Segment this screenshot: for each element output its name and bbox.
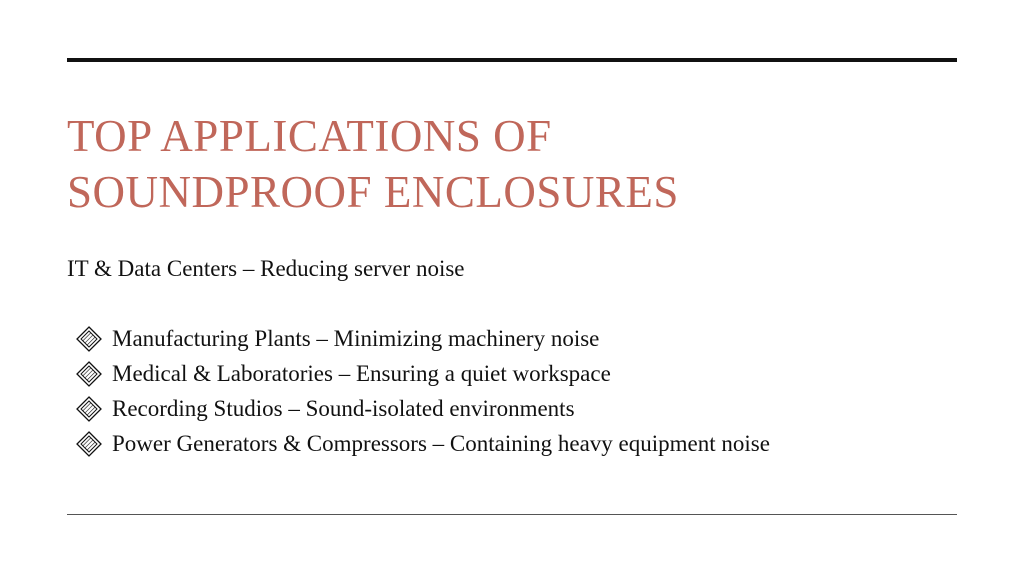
diamond-bullet-icon (76, 326, 102, 352)
bullet-text: Manufacturing Plants – Minimizing machinery noise (112, 325, 600, 351)
slide-title (67, 108, 967, 220)
top-divider (67, 58, 957, 62)
diamond-bullet-icon (76, 396, 102, 422)
bullet-item (76, 391, 770, 426)
diamond-bullet-icon (76, 431, 102, 457)
bullet-list (76, 321, 770, 461)
bullet-item (76, 356, 770, 391)
intro-text: IT & Data Centers – Reducing server noise (67, 256, 465, 281)
bullet-item (76, 321, 770, 356)
bullet-text: Recording Studios – Sound-isolated environments (112, 395, 575, 421)
bullet-text: Medical & Laboratories – Ensuring a quiet workspace (112, 360, 611, 386)
diamond-bullet-icon (76, 361, 102, 387)
bullet-item (76, 426, 770, 461)
bullet-text: Power Generators & Compressors – Containing heavy equipment noise (112, 430, 770, 456)
bottom-divider (67, 514, 957, 515)
title-line-2: SOUNDPROOF ENCLOSURES (67, 167, 679, 217)
title-line-1: TOP APPLICATIONS OF (67, 111, 552, 161)
